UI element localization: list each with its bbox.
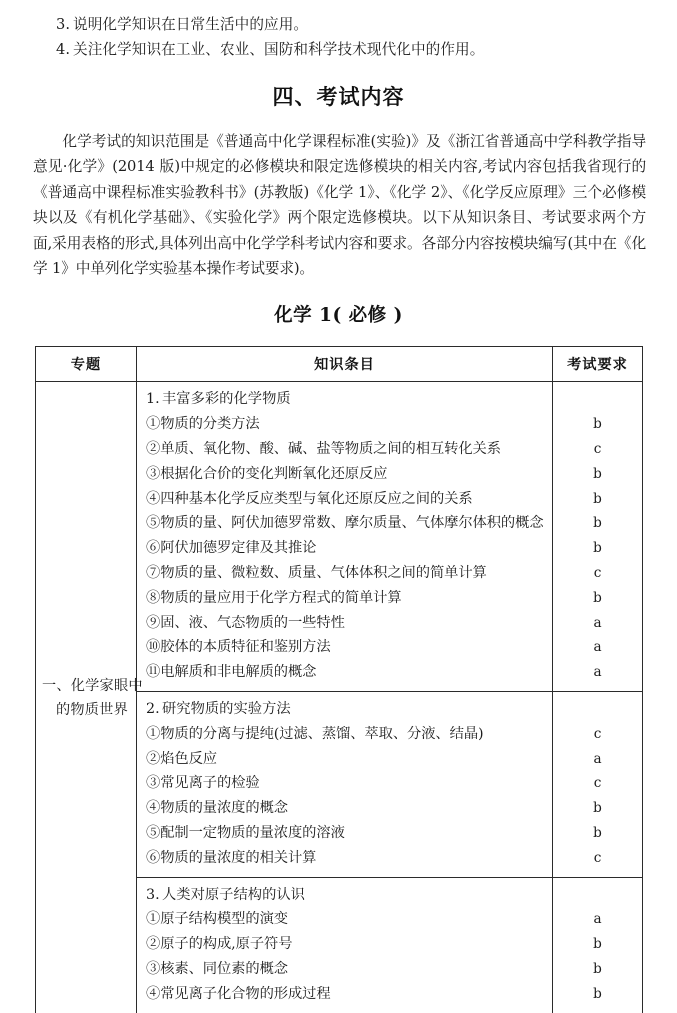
item-label: ③ bbox=[146, 465, 161, 482]
knowledge-item bbox=[146, 437, 546, 462]
column-header-items: 知识条目 bbox=[137, 347, 553, 382]
requirement-value: b bbox=[593, 960, 602, 977]
item-text: 物质的量、微粒数、质量、气体体积之间的简单计算 bbox=[160, 565, 487, 582]
list-item-text: 关注化学知识在工业、农业、国防和科学技术现代化中的作用。 bbox=[73, 41, 485, 58]
requirement-spacer bbox=[553, 883, 642, 908]
item-label: ⑪ bbox=[146, 664, 161, 681]
group-title-text: 研究物质的实验方法 bbox=[162, 701, 291, 717]
item-text: 常见离子化合物的形成过程 bbox=[160, 985, 331, 1002]
item-text: 根据化合价的变化判断氧化还原反应 bbox=[160, 465, 388, 482]
top-numbered-list bbox=[0, 0, 677, 62]
item-text: 物质的分离与提纯(过滤、蒸馏、萃取、分液、结晶) bbox=[160, 725, 484, 742]
item-label: ③ bbox=[146, 775, 161, 792]
requirement-value: c bbox=[593, 775, 602, 792]
item-text: 阿伏加德罗定律及其推论 bbox=[160, 540, 317, 557]
knowledge-item bbox=[146, 771, 546, 796]
item-label: ⑥ bbox=[146, 849, 161, 866]
group-number: 3. bbox=[146, 886, 160, 903]
list-item bbox=[56, 12, 647, 37]
requirement-value: b bbox=[593, 416, 602, 433]
item-label: ② bbox=[146, 750, 161, 767]
knowledge-item bbox=[146, 722, 546, 747]
requirement-value: b bbox=[593, 490, 602, 507]
table-body bbox=[36, 382, 643, 1013]
item-text: 电解质和非电解质的概念 bbox=[160, 664, 317, 681]
item-label: ⑨ bbox=[146, 614, 161, 631]
requirement-value: c bbox=[593, 441, 602, 458]
item-label: ⑥ bbox=[146, 540, 161, 557]
item-text: 物质的量浓度的相关计算 bbox=[160, 849, 317, 866]
item-text: 物质的量浓度的概念 bbox=[160, 800, 288, 817]
column-header-requirement: 考试要求 bbox=[553, 347, 643, 382]
requirement-value: b bbox=[593, 465, 602, 482]
topic-line-2: 的物质世界 bbox=[56, 701, 128, 718]
requirement-value: b bbox=[593, 589, 602, 606]
item-text: 胶体的本质特征和鉴别方法 bbox=[160, 639, 331, 656]
topic-cell bbox=[36, 382, 143, 1013]
item-text: 物质的量应用于化学方程式的简单计算 bbox=[160, 589, 402, 606]
requirement-value: b bbox=[593, 936, 602, 953]
knowledge-item bbox=[146, 611, 546, 636]
requirement-cell bbox=[553, 382, 643, 692]
knowledge-item bbox=[146, 462, 546, 487]
requirement-value: b bbox=[593, 800, 602, 817]
item-label: ① bbox=[146, 725, 161, 742]
knowledge-item bbox=[146, 511, 546, 536]
item-text: 单质、氧化物、酸、碱、盐等物质之间的相互转化关系 bbox=[160, 441, 501, 458]
item-label: ④ bbox=[146, 800, 161, 817]
knowledge-item bbox=[146, 635, 546, 660]
items-cell bbox=[137, 692, 553, 878]
item-label: ④ bbox=[146, 985, 161, 1002]
table-row bbox=[36, 382, 643, 692]
requirement-value: a bbox=[593, 614, 602, 631]
group-title bbox=[146, 697, 546, 722]
group-title-text: 人类对原子结构的认识 bbox=[162, 886, 305, 903]
knowledge-item bbox=[146, 586, 546, 611]
knowledge-table-wrapper bbox=[35, 346, 642, 1012]
body-paragraph: 化学考试的知识范围是《普通高中化学课程标准(实验)》及《浙江省普通高中学科教学指导意见·化学》(2014 版)中规定的必修模块和限定选修模块的相关内容,考试内容包括我省现行的《普通高中课程标准实验教科书》(苏教版)《化学 1》、《化学 2》、《化学反应原理》三个必修模块以及《有机化学基础》、《实验化学》两个限定选修模块。以下从知识条目、考试要求两个方面,采用表格的形式,具体列出高中化学学科考试内容和要求。各部分内容按模块编写(其中在《化学 1》中单列化学实验基本操作考试要求)。 bbox=[33, 133, 646, 278]
knowledge-item bbox=[146, 907, 546, 932]
item-label: ⑦ bbox=[146, 565, 161, 582]
requirement-value: b bbox=[593, 824, 602, 841]
items-cell bbox=[137, 877, 553, 1012]
item-label: ⑩ bbox=[146, 639, 161, 656]
list-item-number: 4. bbox=[56, 41, 71, 58]
requirement-cell bbox=[553, 692, 643, 878]
group-title-text: 丰富多彩的化学物质 bbox=[162, 391, 291, 408]
knowledge-item bbox=[146, 747, 546, 772]
item-text: 物质的分类方法 bbox=[160, 416, 260, 433]
section-heading: 四、考试内容 bbox=[272, 84, 405, 109]
item-text: 核素、同位素的概念 bbox=[160, 960, 288, 977]
knowledge-item bbox=[146, 412, 546, 437]
table-head bbox=[36, 347, 643, 382]
topic-line-1: 一、化学家眼中 bbox=[42, 677, 143, 694]
knowledge-item bbox=[146, 846, 546, 871]
item-text: 固、液、气态物质的一些特性 bbox=[160, 614, 345, 631]
item-text: 配制一定物质的量浓度的溶液 bbox=[160, 824, 345, 841]
list-item-text: 说明化学知识在日常生活中的应用。 bbox=[73, 16, 309, 33]
requirement-spacer bbox=[553, 387, 642, 412]
item-label: ② bbox=[146, 441, 161, 458]
list-item bbox=[56, 37, 647, 62]
item-label: ⑤ bbox=[146, 824, 161, 841]
module-heading: 化学 1( 必修 ) bbox=[274, 305, 403, 327]
requirement-value: b bbox=[593, 515, 602, 532]
requirement-value: a bbox=[593, 639, 602, 656]
requirement-value: a bbox=[593, 911, 602, 928]
requirement-cell bbox=[553, 877, 643, 1012]
requirement-value: c bbox=[593, 565, 602, 582]
knowledge-item bbox=[146, 932, 546, 957]
item-text: 物质的量、阿伏加德罗常数、摩尔质量、气体摩尔体积的概念 bbox=[160, 515, 544, 532]
knowledge-table bbox=[35, 346, 643, 1012]
knowledge-item bbox=[146, 982, 546, 1007]
requirement-value: a bbox=[593, 664, 602, 681]
knowledge-item bbox=[146, 561, 546, 586]
requirement-value: c bbox=[593, 725, 602, 742]
knowledge-item bbox=[146, 957, 546, 982]
item-label: ② bbox=[146, 936, 161, 953]
item-label: ① bbox=[146, 911, 161, 928]
item-label: ⑧ bbox=[146, 589, 161, 606]
item-text: 原子的构成,原子符号 bbox=[160, 936, 293, 953]
table-header-row bbox=[36, 347, 643, 382]
list-item-number: 3. bbox=[56, 16, 71, 33]
group-title bbox=[146, 883, 546, 908]
requirement-value: b bbox=[593, 540, 602, 557]
requirement-value: c bbox=[593, 849, 602, 866]
item-text: 常见离子的检验 bbox=[160, 775, 260, 792]
column-header-topic: 专题 bbox=[36, 347, 137, 382]
item-text: 原子结构模型的演变 bbox=[160, 911, 288, 928]
knowledge-item bbox=[146, 796, 546, 821]
item-label: ⑤ bbox=[146, 515, 161, 532]
group-number: 1. bbox=[146, 391, 160, 408]
requirement-spacer bbox=[553, 697, 642, 722]
group-title bbox=[146, 387, 546, 412]
item-label: ④ bbox=[146, 490, 161, 507]
item-text: 焰色反应 bbox=[160, 750, 217, 767]
knowledge-item bbox=[146, 660, 546, 685]
items-cell bbox=[137, 382, 553, 692]
item-label: ① bbox=[146, 416, 161, 433]
item-label: ③ bbox=[146, 960, 161, 977]
requirement-value: a bbox=[593, 750, 602, 767]
requirement-value: b bbox=[593, 985, 602, 1002]
group-number: 2. bbox=[146, 701, 160, 717]
item-text: 四种基本化学反应类型与氧化还原反应之间的关系 bbox=[160, 490, 473, 507]
knowledge-item bbox=[146, 487, 546, 512]
knowledge-item bbox=[146, 821, 546, 846]
knowledge-item bbox=[146, 536, 546, 561]
